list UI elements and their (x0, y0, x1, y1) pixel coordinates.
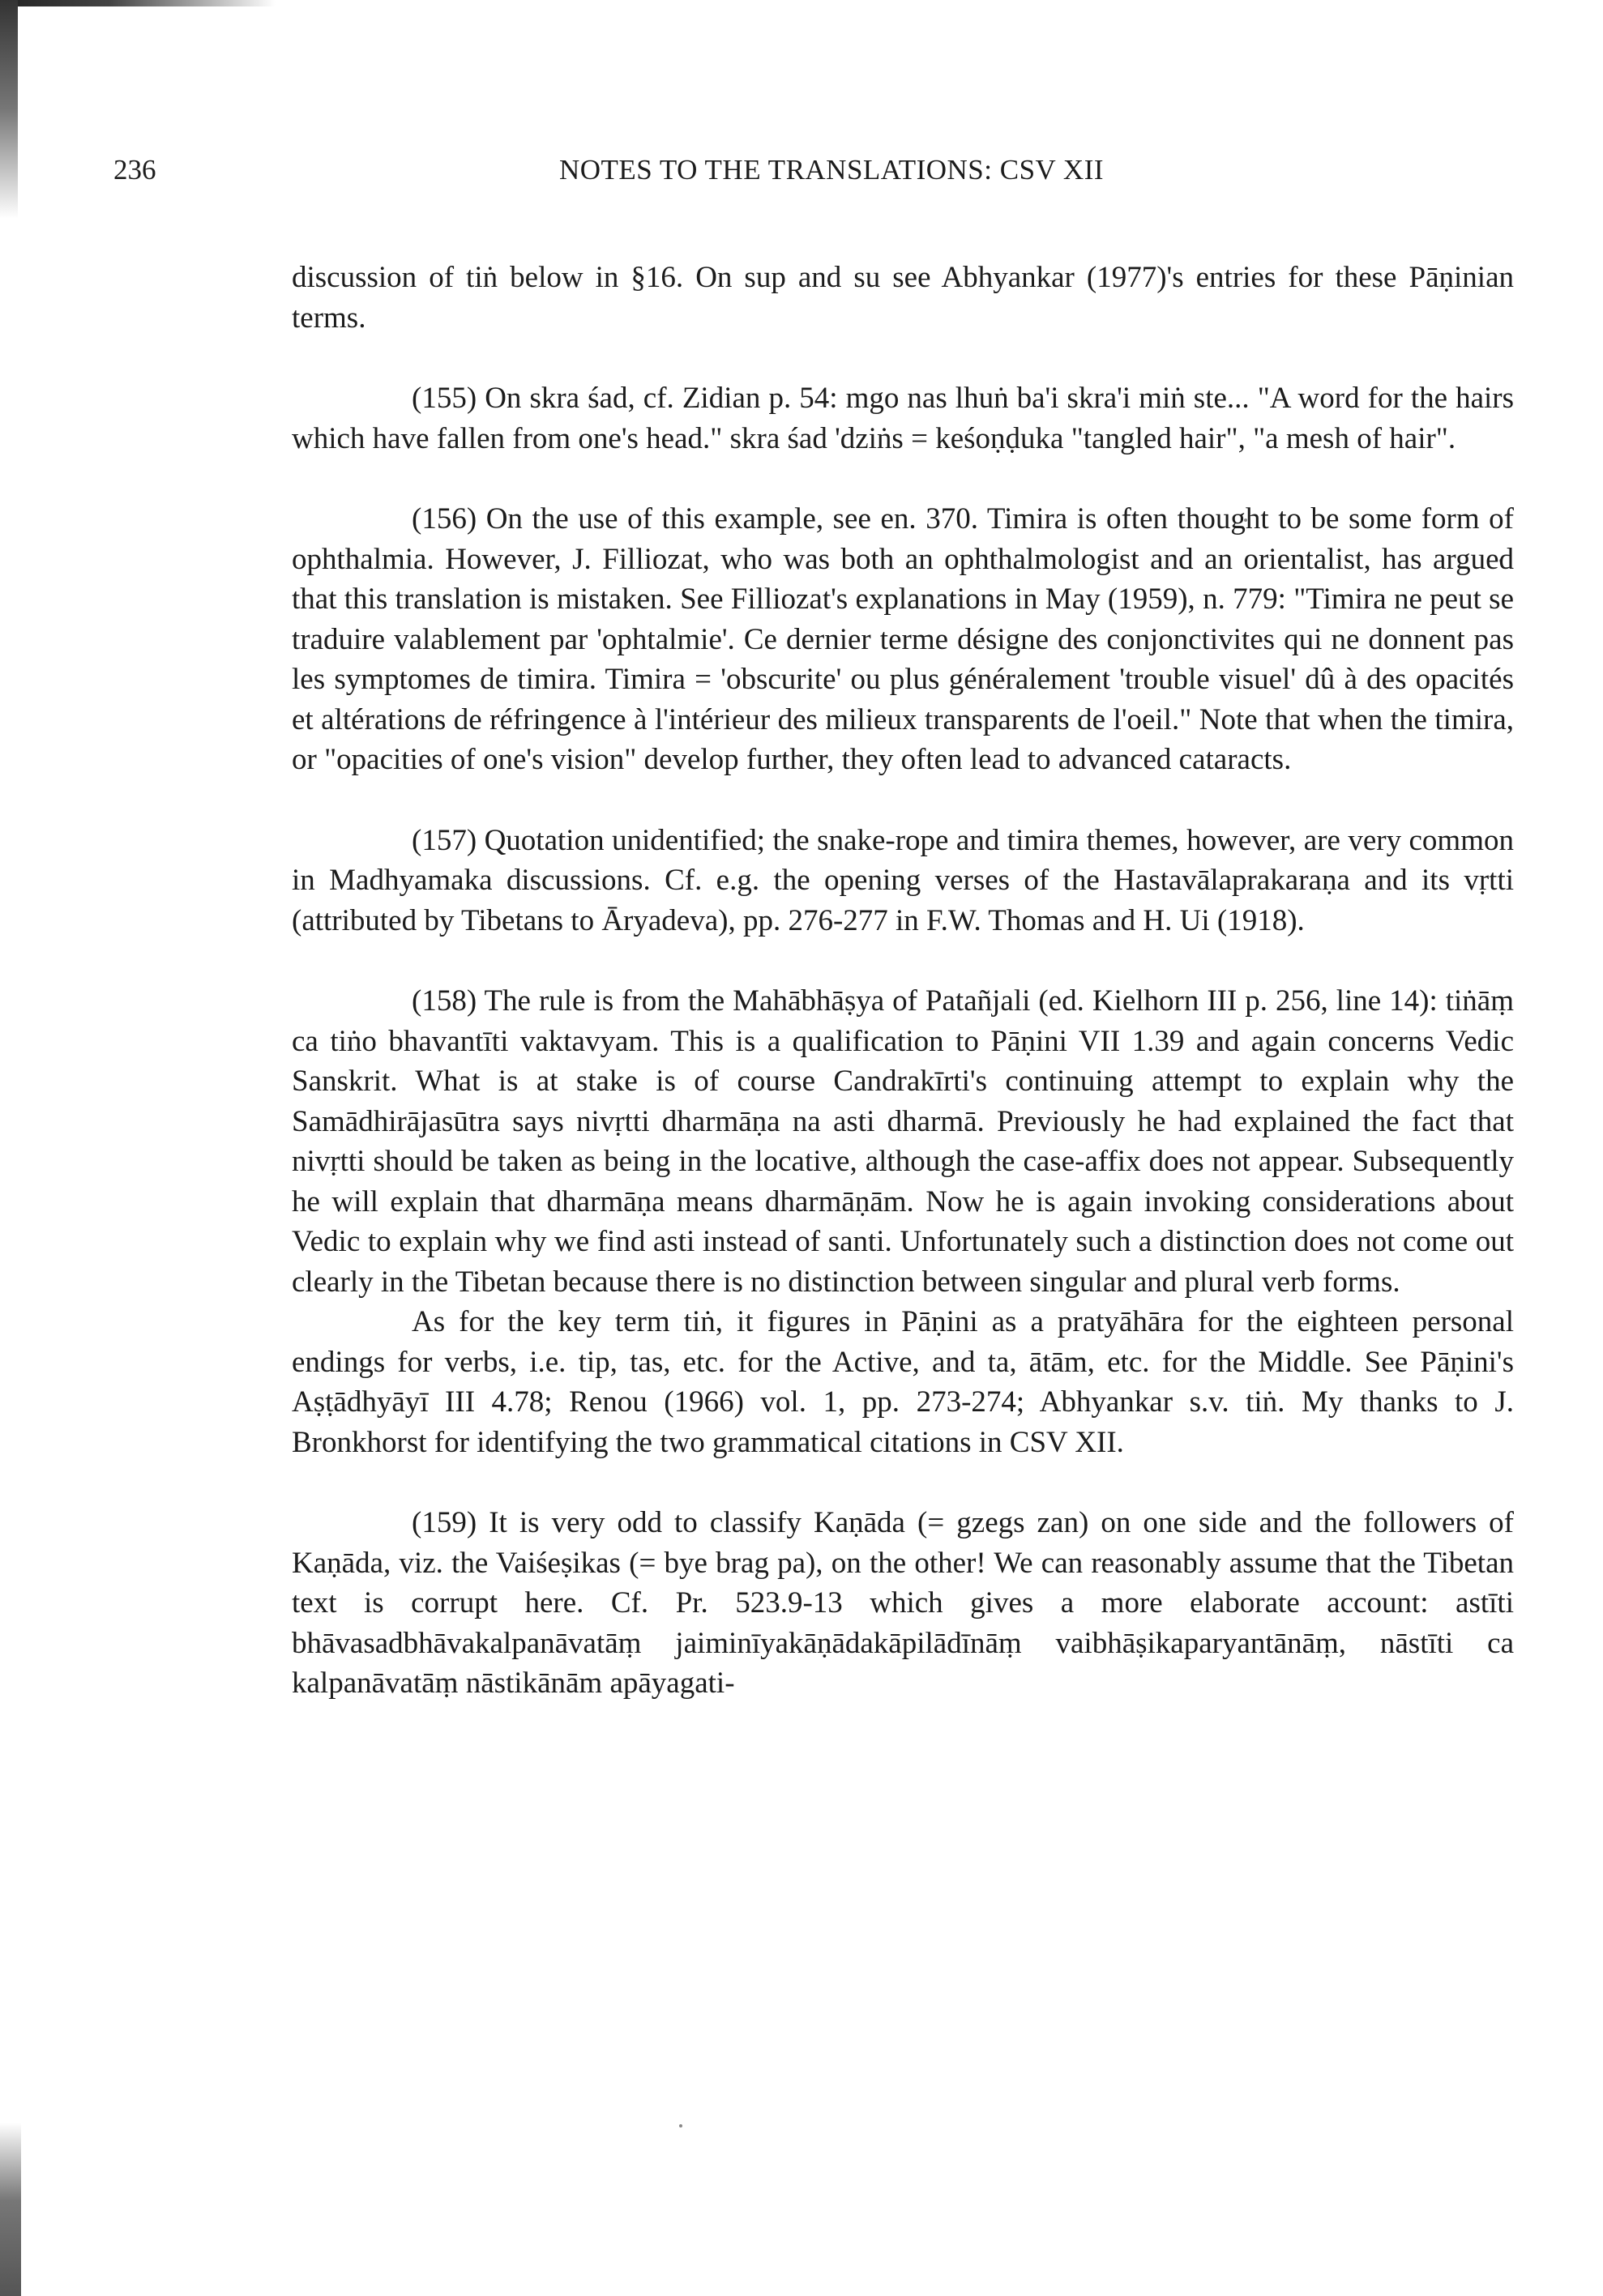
note-157: (157) Quotation unidentified; the snake-rope and timira themes, however, are very common in Madhyamaka discussions. Cf. e.g. the opening verses of the Hastavālaprakaraṇa and its vṛtti (attributed by Tibetans to Āryadeva), pp. 276-277 in F.W. Thomas and H. Ui (1918). (292, 823, 1514, 937)
note-continuation: discussion of tiṅ below in §16. On sup and su see Abhyankar (1977)'s entries for these Pāṇinian terms. (292, 261, 1514, 335)
page-number: 236 (113, 154, 156, 186)
scan-edge-left-bottom (0, 2123, 21, 2296)
note-156: (156) On the use of this example, see en. 370. Timira is often thought to be some form of ophthalmia. However, J. Filliozat, who was both an ophthalmologist and an orientalist, has argued that this translation is mistaken. See Filliozat's explanations in May (1959), n. 779: "Timira ne peut se traduire valablement par 'ophtalmie'. Ce dernier terme désigne des conjonctivites qui ne donnent pas les symptomes de timira. Timira = 'obscurite' ou plus généralement 'trouble visuel' dû à des opacités et altérations de réfringence à l'intérieur des milieux transparents de l'oeil." Note that when the timira, or "opacities of one's vision" develop further, they often lead to advanced cataracts. (292, 502, 1514, 776)
scan-speck (679, 2124, 682, 2127)
note-159: (159) It is very odd to classify Kaṇāda (= gzegs zan) on one side and the followers of Kaṇāda, viz. the Vaiśeṣikas (= bye brag pa), on the other! We can reasonably assume that the Tibetan text is corrupt here. Cf. Pr. 523.9-13 which gives a more elaborate account: astīti bhāvasadbhāvakalpanāvatāṃ jaiminīyakāṇādakāpilādīnāṃ vaibhāṣikaparyantānāṃ, nāstīti ca kalpanāvatāṃ nāstikānām apāyagati- (292, 1506, 1514, 1700)
note-158-continued: As for the key term tiṅ, it figures in Pāṇini as a pratyāhāra for the eighteen personal endings for verbs, i.e. tip, tas, etc. for the Active, and ta, ātām, etc. for the Middle. See Pāṇini's Aṣṭādhyāyī III 4.78; Renou (1966) vol. 1, pp. 273-274; Abhyankar s.v. tiṅ. My thanks to J. Bronkhorst for identifying the two grammatical citations in CSV XII. (292, 1305, 1514, 1459)
page-header-title: NOTES TO THE TRANSLATIONS: CSV XII (559, 154, 1105, 186)
note-155: (155) On skra śad, cf. Zidian p. 54: mgo nas lhuṅ ba'i skra'i miṅ ste... "A word for the hairs which have fallen from one's head." skra śad 'dziṅs = keśoṇḍuka "tangled hair", "a mesh of hair". (292, 382, 1514, 455)
scan-edge-top (0, 0, 276, 6)
notes-body (292, 258, 1514, 1704)
note-158: (158) The rule is from the Mahābhāṣya of Patañjali (ed. Kielhorn III p. 256, line 14): tiṅāṃ ca tiṅo bhavantīti vaktavyam. This is a qualification to Pāṇini VII 1.39 and again concerns Vedic Sanskrit. What is at stake is of course Candrakīrti's continuing attempt to explain why the Samādhirājasūtra says nivṛtti dharmāṇa na asti dharmā. Previously he had explained the fact that nivṛtti should be taken as being in the locative, although the case-affix does not appear. Subsequently he will explain that dharmāṇa means dharmāṇām. Now he is again invoking considerations about Vedic to explain why we find asti instead of santi. Unfortunately such a distinction does not come out clearly in the Tibetan because there is no distinction between singular and plural verb forms. (292, 984, 1514, 1299)
running-head (0, 151, 1603, 190)
